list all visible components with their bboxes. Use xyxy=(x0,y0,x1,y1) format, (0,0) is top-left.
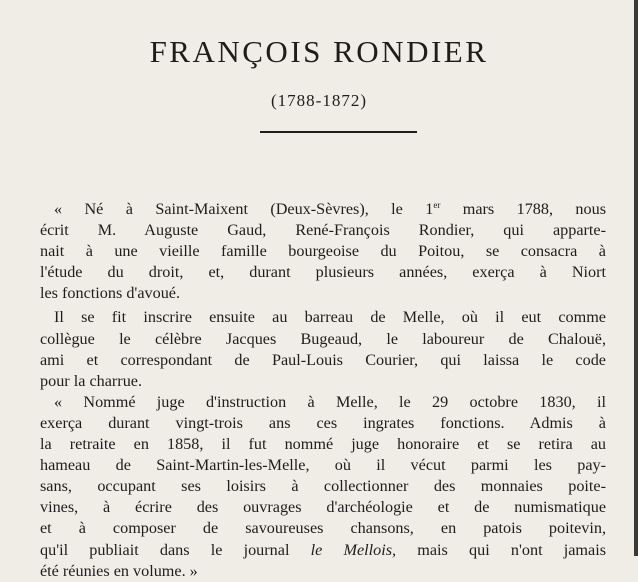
text-line: nait à une vieille famille bourgeoise du Poitou, se consacra à xyxy=(40,242,606,261)
text-run: qu'il publiait dans le journal xyxy=(40,540,311,559)
text-line: l'étude du droit, et, durant plusieurs années, exerça à Niort xyxy=(40,263,606,282)
life-dates: (1788-1872) xyxy=(271,91,367,110)
text-line xyxy=(40,199,606,220)
paragraph-3 xyxy=(40,392,606,582)
paragraph-2 xyxy=(40,307,606,391)
ordinal-superscript: er xyxy=(433,200,441,210)
biography-text xyxy=(40,199,606,582)
text-line: sans, occupant ses loisirs à collectionner des monnaies poite- xyxy=(40,477,606,496)
text-line: ami et correspondant de Paul-Louis Courier, qui laissa le code xyxy=(40,350,606,369)
text-line: pour la charrue. xyxy=(40,371,143,390)
text-line: Il se fit inscrire ensuite au barreau de Melle, où il eut comme xyxy=(54,308,606,327)
page-title: FRANÇOIS RONDIER xyxy=(149,34,489,69)
text-line: la retraite en 1858, il fut nommé juge honoraire et se retira au xyxy=(40,435,606,454)
newspaper-title: le Mellois, xyxy=(310,540,397,559)
title-rule xyxy=(260,131,417,133)
text-line xyxy=(40,540,606,561)
text-run: « Né à Saint-Maixent (Deux-Sèvres), le 1 xyxy=(54,200,434,218)
text-run: mars 1788, nous xyxy=(440,200,606,218)
text-line: été réunies en volume. » xyxy=(40,561,198,580)
text-line: écrit M. Auguste Gaud, René-François Rondier, qui apparte- xyxy=(40,221,606,240)
text-line: et à composer de savoureuses chansons, en patois poitevin, xyxy=(40,519,606,538)
text-run: mais qui n'ont jamais xyxy=(396,540,606,559)
text-line: vines, à écrire des ouvrages d'archéologie et de numismatique xyxy=(40,498,606,517)
text-line: « Nommé juge d'instruction à Melle, le 29 octobre 1830, il xyxy=(54,392,606,411)
page-edge xyxy=(634,0,638,556)
text-line: exerça durant vingt-trois ans ces ingrates fonctions. Admis à xyxy=(40,413,606,432)
text-line: collègue le célèbre Jacques Bugeaud, le laboureur de Chalouë, xyxy=(40,329,606,348)
text-line: hameau de Saint-Martin-les-Melle, où il vécut parmi les pay- xyxy=(40,456,606,475)
text-line: les fonctions d'avoué. xyxy=(40,284,181,303)
paragraph-1 xyxy=(40,199,606,304)
